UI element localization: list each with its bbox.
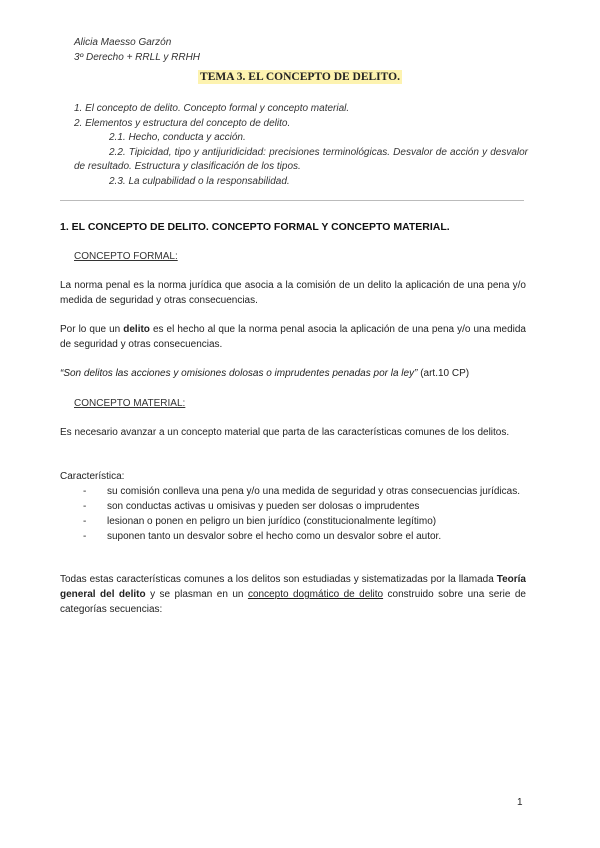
toc-item-1: 1. El concepto de delito. Concepto formal y concepto material. <box>74 103 350 114</box>
teoria-general-bold: Teoría general del delito <box>60 574 526 600</box>
document-title <box>0 71 600 83</box>
list-item: - suponen tanto un desvalor sobre el hecho como un desvalor sobre el autor. <box>83 531 442 542</box>
list-item: - son conductas activas u omisivas y pueden ser dolosas o imprudentes <box>83 501 420 512</box>
section-1-heading: 1. EL CONCEPTO DE DELITO. CONCEPTO FORMAL Y CONCEPTO MATERIAL. <box>60 221 450 233</box>
closing-post: construido sobre una serie de categorías secuencias: <box>60 589 526 615</box>
header-author: Alicia Maesso Garzón <box>74 37 172 48</box>
toc-item-2: 2. Elementos y estructura del concepto de delito. <box>74 117 291 129</box>
formal-p2-pre: Por lo que un <box>60 324 124 335</box>
document-title-text: TEMA 3. EL CONCEPTO DE DELITO. <box>200 71 400 83</box>
toc-item-2-3: 2.3. La culpabilidad o la responsabilidad. <box>109 175 290 187</box>
toc-item-2-2: 2.2. Tipicidad, tipo y antijuridicidad: precisiones terminológicas. Desvalor de acción y desvalor de resultado. Estructura y clasificación de los tipos. <box>74 146 528 172</box>
list-item: - lesionan o ponen en peligro un bien jurídico (constitucionalmente legítimo) <box>83 516 437 527</box>
section-divider <box>60 200 524 201</box>
formal-paragraph-1: La norma penal es la norma jurídica que asocia a la comisión de un delito la aplicación de una pena y/o medida de seguridad y otras consecuencias. <box>60 280 526 306</box>
quote-reference: (art.10 CP) <box>417 368 470 379</box>
formal-p2-post: es el hecho al que la norma penal asocia la aplicación de una pena y/o una medida de seguridad y otras consecuencias. <box>60 324 526 350</box>
table-of-contents <box>74 102 528 189</box>
formal-paragraph-2 <box>60 322 526 352</box>
concepto-formal-heading: CONCEPTO FORMAL: <box>74 251 178 262</box>
header-course: 3º Derecho + RRLL y RRHH <box>74 52 201 63</box>
characteristics-list <box>83 484 529 544</box>
list-item: - su comisión conlleva una pena y/o una medida de seguridad y otras consecuencias jurídicas. <box>83 486 521 497</box>
closing-pre: Todas estas características comunes a los delitos son estudiadas y sistematizadas por la llamada <box>60 574 497 585</box>
formal-p2-bold: delito <box>123 324 150 335</box>
concepto-material-heading: CONCEPTO MATERIAL: <box>74 398 186 409</box>
closing-mid: y se plasman en un <box>145 589 248 600</box>
toc-item-2-1: 2.1. Hecho, conducta y acción. <box>109 132 246 143</box>
page-number: 1 <box>517 797 523 808</box>
characteristics-label: Característica: <box>60 471 125 482</box>
material-paragraph-1: Es necesario avanzar a un concepto material que parta de las características comunes de los delitos. <box>60 427 510 438</box>
quote-text: “Son delitos las acciones y omisiones dolosas o imprudentes penadas por la ley” <box>60 368 418 379</box>
legal-quote <box>60 366 530 381</box>
closing-paragraph <box>60 572 526 617</box>
concepto-dogmatico-link: concepto dogmático de delito <box>247 589 384 600</box>
